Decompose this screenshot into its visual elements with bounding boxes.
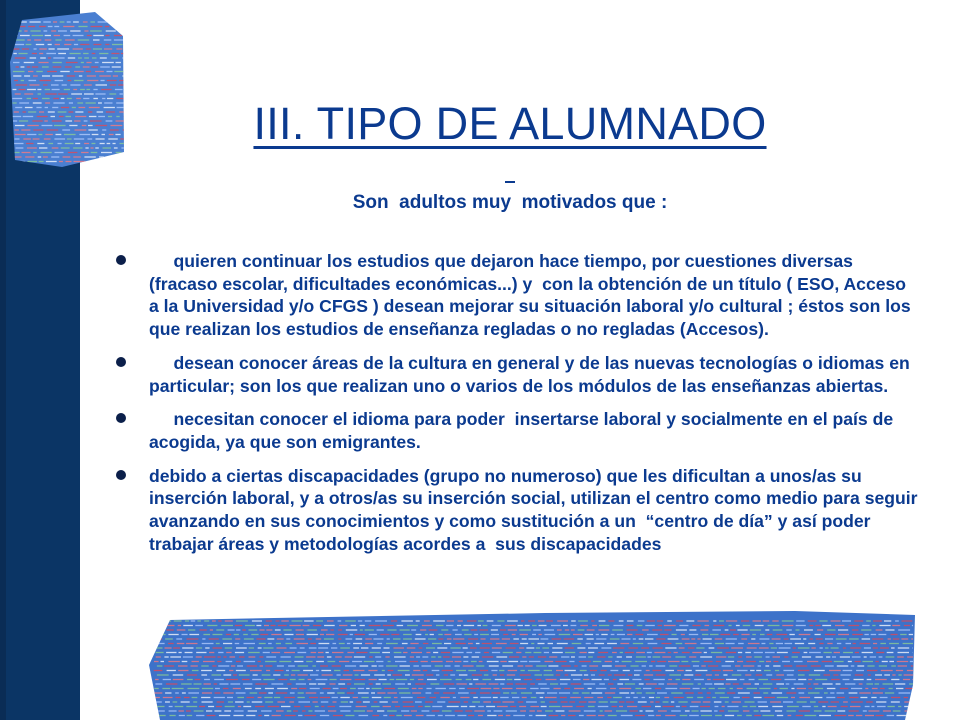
slide-title: III. TIPO DE ALUMNADO <box>253 98 767 149</box>
bullet-text: debido a ciertas discapacidades (grupo no numeroso) que les dificultan a unos/as su inserción laboral, y a otros/as su inserción social, utilizan el centro como medio para seguir avanzando en sus conocimientos y como sustitución a un “centro de día” y así poder trabajar áreas y metodologías acordes a sus discapacidades <box>149 465 923 554</box>
bullet-text: necesitan conocer el idioma para poder insertarse laboral y socialmente en el país de acogida, ya que son emigrantes. <box>149 409 899 452</box>
bullet-text: desean conocer áreas de la cultura en general y de las nuevas tecnologías o idiomas en particular; son los que realizan uno o varios de los módulos de las enseñanzas abiertas. <box>149 352 915 396</box>
bullet-icon <box>116 470 126 480</box>
bullet-item <box>110 408 920 453</box>
bullet-text: quieren continuar los estudios que dejaron hace tiempo, por cuestiones diversas (fracaso escolar, dificultades económicas...) y con la obtención de un título ( ESO, Acceso a la Universidad y/o CFGS ) desean mejorar su situación laboral y/o cultural ; éstos son los que realizan los estudios de enseñanza regladas o no regladas (Accesos). <box>149 251 916 340</box>
bullet-icon <box>116 255 126 265</box>
title-dash <box>505 181 515 183</box>
inscribed-stone-bottom <box>145 605 915 720</box>
bullet-item <box>110 465 923 556</box>
slide-subtitle: Son adultos muy motivados que : <box>352 192 668 213</box>
bullet-item <box>110 352 920 397</box>
bullet-item <box>110 250 920 341</box>
inscribed-stone-top-left <box>0 0 135 175</box>
bullet-icon <box>116 357 126 367</box>
bullet-list <box>110 250 923 566</box>
bullet-icon <box>116 413 126 423</box>
